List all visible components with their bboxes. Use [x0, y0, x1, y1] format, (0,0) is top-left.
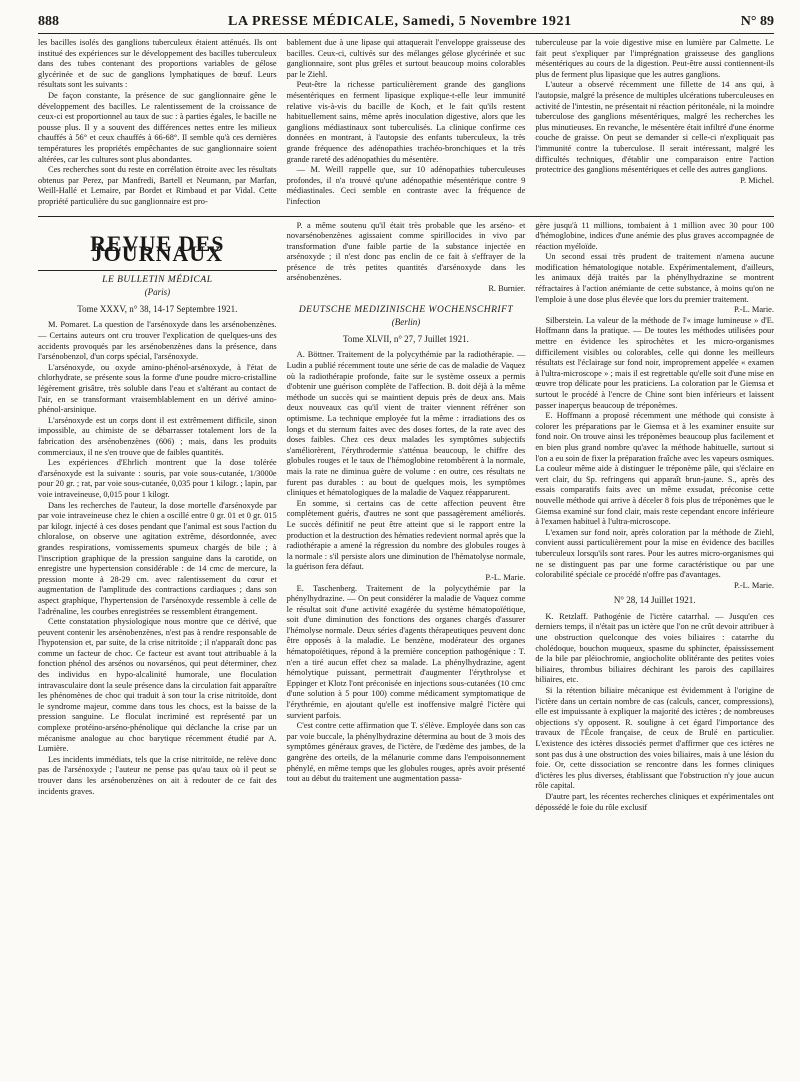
publication-name: LE BULLETIN MÉDICAL [102, 274, 213, 285]
paragraph: Un second essai très prudent de traitement n'amena aucune modification hématologique notable. Expérimentalement, d'ailleurs, les animaux déjà traités par la phénylhydrazine se montrent réfractaires à l'action anémiante de cette substance, à moins qu'on ne l'emploie à une dose plus élevée que lors du premier traitement. [535, 252, 774, 304]
top-column-1 [38, 38, 277, 208]
paragraph: les bacilles isolés des ganglions tuberculeux étaient atténués. Ils ont institué des expériences sur le développement des bacilles tuberculeux dans des tubes contenant des proportions variables de gélose glycérinée et de suc de ganglions lymphatiques de bœuf. Leurs résultats sont les suivants : [38, 38, 277, 90]
paragraph: A. Böttner. Traitement de la polycythémie par la radiothérapie. — Ludin a publié récemment toute une série de cas de maladie de Vaquez où la radiothérapie profonde, faite sur le système osseux a permis d'obtenir une guérison complète de l'affection. B. doit déjà à la même méthode un succès qui se maintient depuis près de deux ans. Mais deux nouveaux cas qu'il vient de traiter viennent réfréner son optimisme. La technique employée fut la même : irradiations des os longs et du sternum faites avec des doses fortes, de la rate avec des doses faibles. Chez ces deux malades les symptômes subjectifs s'améliorèrent, l'érythrodermie s'atténua beaucoup, le chiffre des globules rouges et le taux de l'hémoglobine retombèrent à la normale, mais la rate ne diminua guère de volume : en outre, ces résultats ne furent pas durables : au bout de quelques mois, les symptômes cliniques et hématologiques de la maladie de Vaquez réapparurent. [286, 350, 526, 498]
lower-column-2 [287, 221, 526, 814]
lower-columns [38, 221, 774, 814]
signature: P.-L. Marie. [485, 572, 526, 582]
signature: P. Michel. [740, 175, 774, 185]
page-header [38, 14, 774, 34]
paragraph: De façon constante, la présence de suc ganglionnaire gêne le développement des bacilles. Le ralentissement de la croissance de ceux-ci est proportionnel au taux de suc : à parties égales, le bacille ne pousse plus. Il y a souvent des différences nettes entre les milieux chauffés à 56° et ceux chauffés à 66-68°. Il semble qu'à ces dernières températures les propriétés empêchantes de suc ganglionnaire soient altérées, car les cultures sont plus abondantes. [38, 90, 277, 164]
publication-name: DEUTSCHE MEDIZINISCHE WOCHENSCHRIFT [298, 304, 514, 315]
paragraph: — M. Weill rappelle que, sur 10 adénopathies tuberculeuses profondes, il n'a trouvé qu'une adénopathie mésentérique contre 9 médiastinales. Ceci semble en contraste avec la fréquence de l'infection [286, 165, 526, 206]
paragraph: K. Retzlaff. Pathogénie de l'ictère catarrhal. — Jusqu'en ces derniers temps, il n'était pas un ictère que l'on ne crût devoir attribuer à une obstruction quelconque des voies biliaires : catarrhe du cholédoque, bouchon muqueux, spasme du sphincter, épaississement de la bile par pléiochromie, angiocholite oblitérante des petites voies biliaires, thrombus biliaires déchirant les parois des capillaires biliaires, etc. [535, 611, 774, 685]
spacer [287, 295, 526, 301]
top-column-3 [535, 38, 774, 208]
journal-header-title: LA PRESSE MÉDICALE, Samedi, 5 Novembre 1921 [228, 14, 572, 29]
paragraph: L'examen sur fond noir, après coloration par la méthode de Ziehl, convient aussi particulièrement pour la mise en évidence des bacilles tuberculeux lorsqu'ils sont rares. Pour les autres micro-organismes qui ne se distinguent pas par une forme caractéristique ou par une colorabilité spéciale ce procédé n'offre pas d'avantages. [535, 527, 774, 580]
publication-place: (Paris) [144, 287, 171, 298]
paragraph: C'est contre cette affirmation que T. s'élève. Employée dans son cas par voie buccale, la phénylhydrazine détermina au bout de 3 mois des symptômes généraux graves, de l'ictère, de l'œdème des jambes, de la gangrène des orteils, de la mélanurie comme dans l'empoisonnement phénylé, en même temps que les globules rouges, après avoir présenté tout au début du traitement une augmentation passa- [286, 721, 526, 784]
paragraph: Cette constatation physiologique nous montre que ce dérivé, que peuvent contenir les arsénobenzènes, n'est pas à rendre responsable de l'hypotension et, par suite, de la crise nitritoïde ; il n'apparaît donc pas comme un facteur de choc. Ce facteur est avant tout attribuable à la fonction phénol des arsénos ou novarsénos, qui peut déterminer, chez des individus en hypo-alcalinité humorale, une floculation intravasculaire dont la seule présence dans la circulation fait apparaître les phénomènes de choc qui traduit à son tour la crise nitritoïde, dont le syndrome majeur, comme dans tous les chocs, est la baisse de la pression sanguine. Le floculat incriminé est représenté par un complexe protéino-arséno-phénolique qui déclanche la crise par un mécanisme analogue au choc barytique récemment étudié par A. Lumière. [38, 617, 277, 754]
top-columns [38, 38, 774, 208]
publication-place: (Berlin) [391, 317, 421, 328]
signature: P.-L. Marie. [733, 580, 774, 590]
paragraph: Ces recherches sont du reste en corrélation étroite avec les résultats obtenus par Perez, par Manfredi, Bartell et Neumann, par Marfan, Weill-Hallé et Lemaire, par Bordet et Rimbaud et par Vidal. Cette propriété particulière du suc ganglionnaire est pro- [38, 165, 277, 206]
tome-line: N° 28, 14 Juillet 1921. [613, 595, 696, 606]
tome-line: Tome XXXV, n° 38, 14-17 Septembre 1921. [77, 303, 238, 314]
paragraph: Dans les recherches de l'auteur, la dose mortelle d'arsénoxyde par par voie intraveineuse chez le chien a oscillé entre 0 gr. 01 et 0 gr. 015 par kilogr. injecté à ces doses pendant que l'animal est sous l'action du chloralose, on observe une agitation extrême, désordonnée, avec grandes respirations, vomissements spumeux chargés de bile ; à l'inscription graphique de la pression sanguine dans la carotide, on enregistre une hypertension considérable : de 14 cmc de mercure, la pression monte à 28-29 cm. avec ralentissement du cœur et augmentation de l'amplitude des contractions cardiaques ; dans son aspect graphique, l'hypertension de l'arsénoxyde ressemble à celle de l'adrénaline, les courbes enregistrées se ressemblent étrangement. [38, 500, 277, 616]
paragraph: bablement due à une lipase qui attaquerait l'enveloppe graisseuse des bacilles. Ceux-ci, cultivés sur des mélanges gélose glycérinée et suc ganglionnaire, sont plus grêles et surtout beaucoup moins colorables par le Ziehl. [286, 38, 526, 79]
lower-column-1 [38, 221, 277, 814]
issue-number: N° 89 [740, 14, 774, 29]
paragraph: Silberstein. La valeur de la méthode de l'« image lumineuse » d'E. Hoffmann dans la pratique. — De toutes les méthodes utilisées pour mettre en évidence les spirochètes et les micro-organismes difficilement visibles ou colorables, celle qui donne les meilleurs résultats est l'éclairage sur fond noir, improprement appelée « examen à l'ultra-microscope » ; mais il est regrettable qu'elle soit d'une mise en œuvre trop délicate pour les praticiens. La coloration par le Giemsa et surtout le procédé à l'encre de Chine sont bien inférieurs et laissent passer inaperçus beaucoup de tréponèmes. [535, 315, 774, 410]
signature: P.-L. Marie. [733, 305, 774, 315]
paragraph: L'arsénoxyde, ou oxyde amino-phénol-arsénoxyde, à l'état de chlorhydrate, se présente sous la forme d'une poudre micro-cristalline légèrement grisâtre, très soluble dans l'eau et s'altérant au contact de l'air, en se transformant vraisemblablement en un dérivé amino-phénol-arsinique. [38, 362, 277, 415]
paragraph: M. Pomaret. La question de l'arsénoxyde dans les arsénobenzènes. — Certains auteurs ont cru trouver l'explication de quelques-uns des accidents provoqués par les arsénobenzènes dans la présence, dans l'arsénobenzol, d'un corps spécial, l'arsénoxyde. [38, 320, 277, 362]
section-divider [38, 216, 774, 217]
paragraph: P. a même soutenu qu'il était très probable que les arséno- et novarsénobenzènes agissaient comme spirillocides in vivo par transformation d'une faible partie de la substance injectée en arsénoxyde ; il n'est donc pas enclin de ce fait à s'effrayer de la présence de très petites quantités d'arsénoxyde dans les arsénobenzènes. [286, 220, 526, 283]
paragraph: E. Taschenberg. Traitement de la polycythémie par la phénylhydrazine. — On peut considérer la maladie de Vaquez comme le résultat soit d'une activité exagérée du système hématopoïétique, soit d'une diminution des fonctions des organes chargés d'assurer l'hémolyse normale. Deux séries d'agents thérapeutiques peuvent donc être opposés à la maladie. Le benzène, modérateur des organes hématopoïétiques, répond à la première conception pathogénique : T. n'en a tiré aucun effet chez sa malade. La phénylhydrazine, agent hémolytique puissant, permettrait d'augmenter l'érythrolyse et Eppinger et Klotz l'ont préconisée en injections sous-cutanées (10 cmc d'une solution à 5 pour 100) comme médicament symptomatique de l'érythrémie, en ajoutant qu'elle est inoffensive malgré l'ictère qui survient parfois. [286, 583, 526, 720]
lower-column-3 [535, 221, 774, 814]
page-number: 888 [38, 14, 59, 29]
paragraph: L'auteur a observé récemment une fillette de 14 ans qui, à l'autopsie, malgré la présence de multiples ulcérations tuberculeuses en activité de l'intestin, ne présentait ni réaction péritonéale, ni la moindre tuberculose des ganglions mésentériques, malgré les recherches les plus minutieuses. En revanche, le mésentère était infiltré d'une énorme couche de graisse. On peut se demander si celle-ci n'expliquait pas l'immunité contre la tuberculose. Il serait intéressant, malgré les difficultés techniques, d'établir une comparaison entre l'action protectrice des ganglions mésentériques et celle des autres ganglions. [535, 80, 774, 175]
paragraph: D'autre part, les récentes recherches cliniques et expérimentales ont dépossédé le foie du rôle exclusif [535, 791, 774, 812]
paragraph: L'arsénoxyde est un corps dont il est extrêmement difficile, sinon impossible, au chimiste de se débarrasser totalement lors de la fabrication des arsénobenzènes (606) ; mais, dans les produits commerciaux, il ne s'en trouve que de faibles quantités. [38, 415, 277, 457]
section-title-rule [38, 270, 277, 271]
paragraph: Les incidents immédiats, tels que la crise nitritoïde, ne relève donc pas de l'arsénoxyde ; l'auteur ne pense pas qu'au taux où il peut se trouver dans les arsénobenzènes on ait à redouter de ce fait des incidents graves. [38, 754, 277, 796]
paragraph: Peut-être la richesse particulièrement grande des ganglions mésentériques en ferment lipasique explique-t-elle leur immunité relative vis-à-vis du bacille de Koch, et le fait qu'ils restent habituellement sains, même après inoculation digestive, alors que les ganglions médiastinaux sont tuberculisés. La clinique confirme ces données en montrant, à l'autopsie des enfants tuberculeux, la très grande fréquence des adénopathies trachéo-bronchiques et la très grande rareté des adénopathies du mésentère. [286, 80, 526, 164]
paragraph: Les expériences d'Ehrlich montrent que la dose tolérée d'arsénoxyde est la suivante : souris, par voie sous-cutanée, 1/3000e pour 20 gr. ; rat, par voie sous-cutanée, 0,035 pour 1 kilogr. ; lapin, par voie intraveineuse, 0,015 pour 1 kilogr. [38, 458, 277, 499]
paragraph: tuberculeuse par la voie digestive mise en lumière par Calmette. Le fait peut s'expliquer par l'imprégnation graisseuse des ganglions mésentériques au cours de la digestion. Peut-être aussi contiennent-ils plus de ferment plus lipasique que les autres ganglions. [535, 38, 774, 79]
signature: R. Burnier. [488, 284, 526, 294]
paragraph: E. Hoffmann a proposé récemment une méthode qui consiste à colorer les préparations par le Giemsa et à les examiner ensuite sur fond noir. On trouve ainsi les tréponèmes beaucoup plus facilement et en bien plus grand nombre qu'avec la méthode habituelle, surtout si l'on a eu soin de fixer la préparation fraîche avec les vapeurs osmiques. La couleur même aide à distinguer le tréponème pâle, qui s'éclaire en vert clair, du Sp. refringens qui apparaît brun-jaune. S., après des essais comparatifs faits avec un même exsudat, préconise cette nouvelle méthode qui arrive à déceler 8 fois plus de tréponèmes que le Giemsa examiné sur fond clair, mais reste cependant encore inférieure à l'examen habituel à l'ultra-microscope. [535, 411, 774, 527]
paragraph: En somme, si certains cas de cette affection peuvent être complètement guéris, d'autres ne sont que passagèrement améliorés. Le succès définitif ne peut être atteint que si le rapport entre la production et la destruction des hématies redevient normal après que la radiothérapie a amené la régression du nombre des globules rouges à la normale : s'il persiste alors une diminution de l'hématolyse normale, la guérison fera défaut. [286, 498, 526, 572]
tome-line: Tome XLVII, n° 27, 7 Juillet 1921. [343, 333, 469, 344]
top-column-2 [287, 38, 526, 208]
paragraph: gère jusqu'à 11 millions, tombaient à 1 million avec 30 pour 100 d'hémoglobine, indices d'une anémie des plus graves accompagnée de réaction myéloïde. [535, 220, 774, 251]
section-title: REVUE DES JOURNAUX [90, 230, 225, 267]
paragraph: Si la rétention biliaire mécanique est évidemment à l'origine de l'ictère dans un certain nombre de cas (calculs, cancer, compressions), elle est impuissante à expliquer la majorité des ictères ; de nombreuses objections s'y opposent. R. souligne à cet égard l'importance des travaux de l'École française, de ceux de Brulé en particulier. L'existence des ictères dissociés permet d'affirmer que ces ictères ne sont pas dus à une obstruction des voies biliaires, mais à une lésion du foie. Or, cette dissociation se rencontre dans les formes cliniques d'ictères les plus diverses, établissant que l'obstruction n'y joue aucun rôle capital. [535, 686, 774, 791]
